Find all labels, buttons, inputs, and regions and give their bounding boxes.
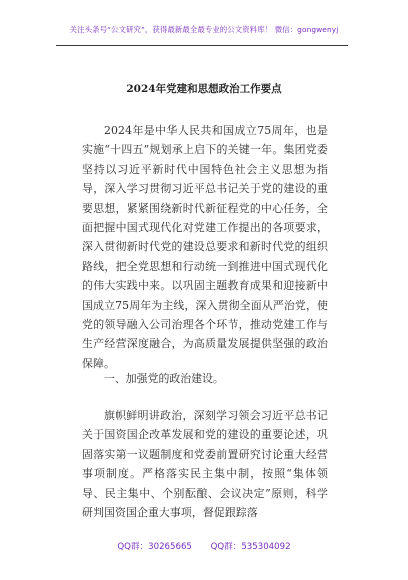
footer-qq-group-2: QQ群：535304092 (210, 542, 291, 552)
header-banner: 关注头条号“公文研究”，获得最新最全最专业的公文资料库！ 微信：gongwenyj (69, 25, 339, 34)
header-divider (56, 45, 348, 46)
body-paragraph-container (82, 121, 328, 373)
body-paragraph-container-2 (82, 406, 328, 522)
document-title: 2024年党建和思想政治工作要点 (126, 83, 282, 95)
footer-qq-group-1: QQ群：30265665 (117, 542, 192, 552)
body-paragraph-1: 2024年是中华人民共和国成立75周年，也是实施“十四五”规划承上启下的关键一年。集团党委坚持以习近平新时代中国特色社会主义思想为指导，深入学习贯彻习近平总书记关于党的建设的重要思想，紧紧围绕新时代新征程党的中心任务，全面把握中国式现代化对党建工作提出的各项要求，深入贯彻新时代党的建设总要求和新时代党的组织路线，把全党思想和行动统一到推进中国式现代化的伟大实践中来。以巩固主题教育成果和迎接新中国成立75周年为主线，深入贯彻全面从严治党，使党的领导融入公司治理各个环节，推动党建工作与生产经营深度融合，为高质量发展提供坚强的政治保障。 (82, 124, 328, 370)
footer (0, 540, 408, 552)
body-paragraph-2: 旗帜鲜明讲政治，深刻学习领会习近平总书记关于国资国企改革发展和党的建设的重要论述，巩固落实第一议题制度和党委前置研究讨论重大经营事项制度。严格落实民主集中制，按照“集体领导、民主集中、个别酝酿、会议决定”原则，科学研判国资国企重大事项，督促跟踪落 (82, 409, 328, 520)
section-heading: 一、加强党的政治建设。 (104, 372, 224, 385)
